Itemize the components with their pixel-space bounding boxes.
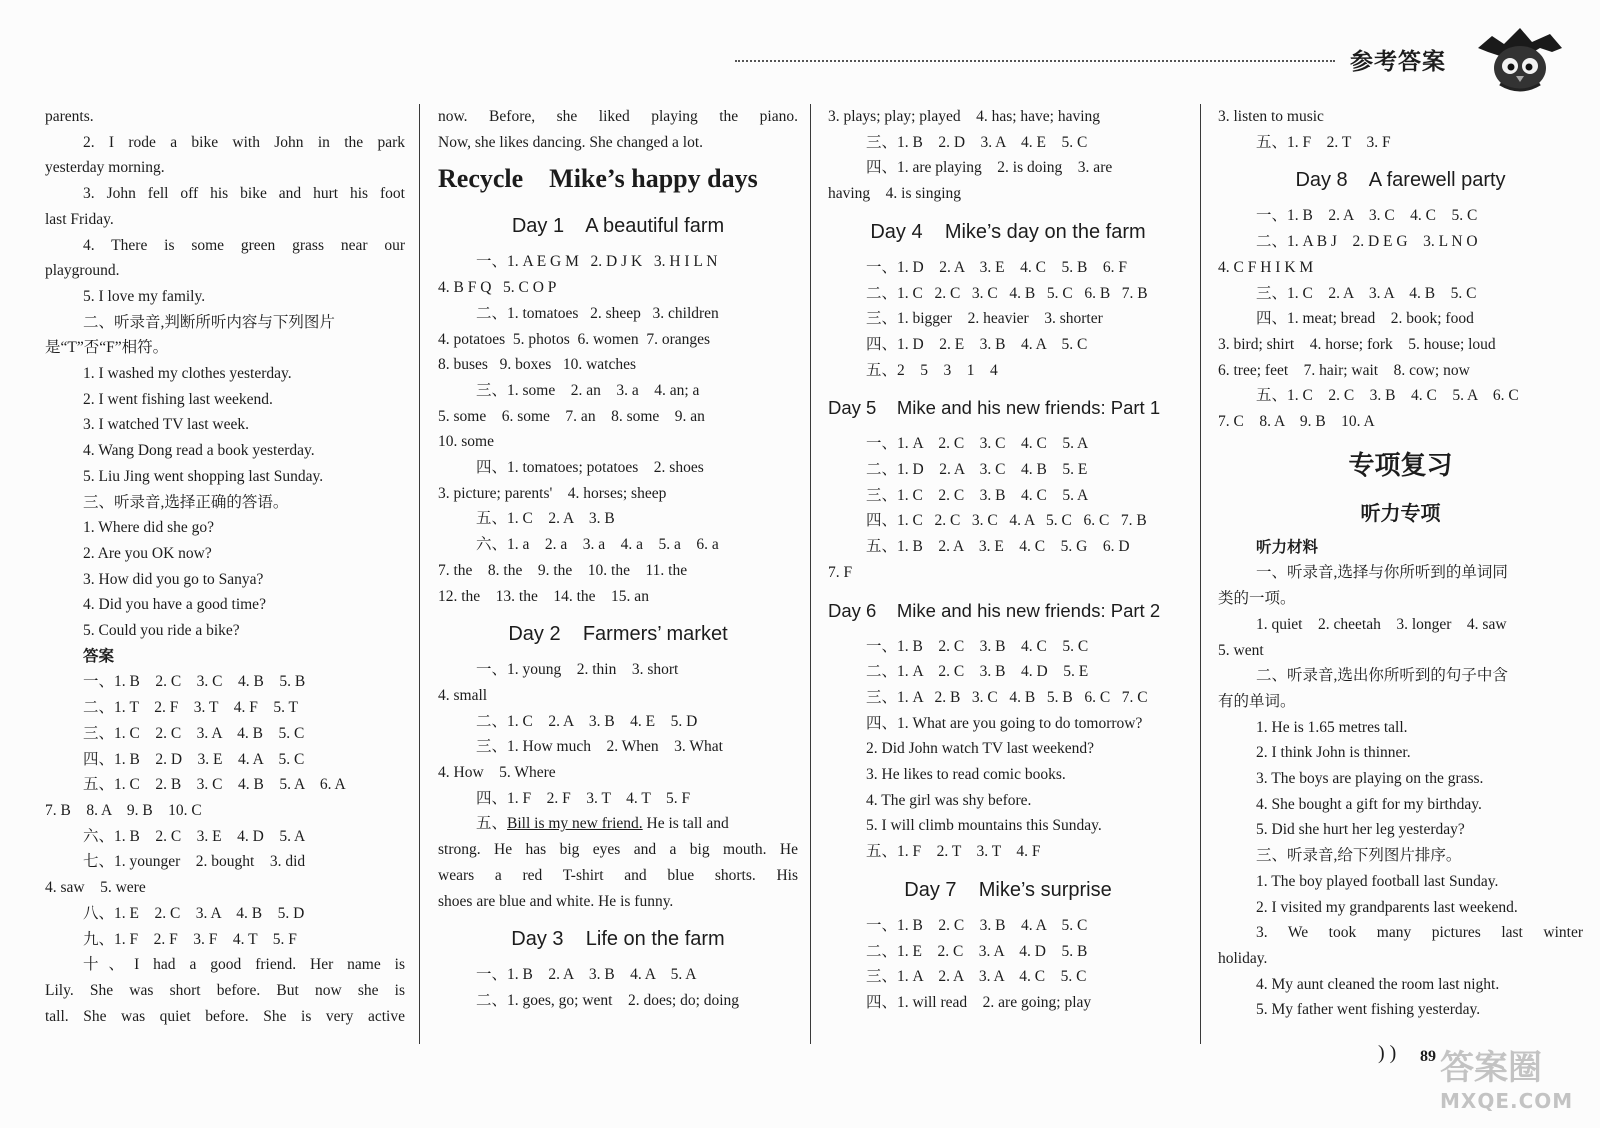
text-line: 3. John fell off his bike and hurt his foot bbox=[83, 185, 405, 203]
answer-line: 五、1. F 2. T 3. T 4. F bbox=[866, 843, 1041, 861]
day-heading: Day 6 Mike and his new friends: Part 2 bbox=[828, 599, 1161, 621]
text-line: 3. The boys are playing on the grass. bbox=[1256, 770, 1484, 788]
answer-line: 一、1. A E G M 2. D J K 3. H I L N bbox=[476, 253, 718, 271]
column-divider bbox=[810, 104, 811, 1044]
section-heading: 二、听录音,判断所听内容与下列图片 bbox=[83, 313, 335, 331]
answer-line: 十、I had a good friend. Her name is bbox=[83, 956, 405, 974]
text-line: 1. I washed my clothes yesterday. bbox=[83, 365, 292, 383]
answer-line: 二、1. C 2. C 3. C 4. B 5. C 6. B 7. B bbox=[866, 284, 1148, 302]
answer-column-2 bbox=[438, 104, 798, 1014]
answer-line: 4. C F H I K M bbox=[1218, 258, 1314, 276]
answer-line: 3. picture; parents' 4. horses; sheep bbox=[438, 484, 667, 502]
owl-mascot-icon bbox=[1470, 18, 1570, 96]
unit-title: Recycle Mike’s happy days bbox=[438, 164, 758, 194]
text-line: 是“T”否“F”相符。 bbox=[45, 339, 169, 357]
answer-line: 3. He likes to read comic books. bbox=[866, 766, 1066, 784]
answer-line: 一、1. B 2. C 3. B 4. A 5. C bbox=[866, 916, 1088, 934]
answer-line: 10. some bbox=[438, 433, 494, 451]
answer-line: 二、1. D 2. A 3. C 4. B 5. E bbox=[866, 461, 1088, 479]
answers-heading: 答案 bbox=[83, 647, 115, 665]
answer-line: 三、1. some 2. an 3. a 4. an; a bbox=[476, 381, 700, 399]
answer-line: 一、1. B 2. A 3. C 4. C 5. C bbox=[1256, 207, 1478, 225]
answer-line: 三、1. C 2. C 3. A 4. B 5. C bbox=[83, 724, 305, 742]
text-line: now. Before, she liked playing the piano. bbox=[438, 108, 798, 125]
answer-line: 五、1. C 2. C 3. B 4. C 5. A 6. C bbox=[1256, 387, 1519, 405]
answer-line: 五、1. C 2. A 3. B bbox=[476, 510, 615, 528]
day-heading: Day 5 Mike and his new friends: Part 1 bbox=[828, 397, 1161, 419]
answer-line: 四、1. tomatoes; potatoes 2. shoes bbox=[476, 459, 704, 477]
page-header-title: 参考答案 bbox=[1350, 49, 1446, 75]
text-line: 5. Could you ride a bike? bbox=[83, 622, 240, 640]
watermark-logo bbox=[1440, 1040, 1580, 1118]
text-line: 1. The boy played football last Sunday. bbox=[1256, 872, 1499, 890]
text-line: 5. Did she hurt her leg yesterday? bbox=[1256, 821, 1465, 839]
answer-line: 一、1. young 2. thin 3. short bbox=[476, 661, 679, 679]
answer-line: 一、1. B 2. A 3. B 4. A 5. A bbox=[476, 966, 697, 984]
text-line: 1. He is 1.65 metres tall. bbox=[1256, 718, 1408, 736]
day-heading: Day 1 A beautiful farm bbox=[511, 215, 725, 238]
text-line: 2. I visited my grandparents last weekend. bbox=[1256, 898, 1518, 916]
answer-number: 五、 bbox=[476, 815, 508, 833]
answer-column-3 bbox=[828, 104, 1188, 1016]
page-decoration: ) ) bbox=[1378, 1042, 1397, 1064]
answer-line: 3. bird; shirt 4. horse; fork 5. house; loud bbox=[1218, 335, 1496, 353]
answer-line: 三、1. B 2. D 3. A 4. E 5. C bbox=[866, 133, 1088, 151]
answer-line: 8. buses 9. boxes 10. watches bbox=[438, 356, 637, 374]
text-line: Now, she likes dancing. She changed a lot. bbox=[438, 133, 704, 151]
materials-heading: 听力材料 bbox=[1256, 538, 1319, 556]
answer-line: 四、1. What are you going to do tomorrow? bbox=[866, 714, 1143, 732]
column-divider bbox=[419, 104, 420, 1044]
text-line: 4. She bought a gift for my birthday. bbox=[1256, 795, 1482, 813]
answer-line: shoes are blue and white. He is funny. bbox=[438, 892, 674, 910]
answer-line: 四、1. B 2. D 3. E 4. A 5. C bbox=[83, 750, 305, 768]
answer-line: 七、1. younger 2. bought 3. did bbox=[83, 853, 306, 871]
section-heading: 三、听录音,选择正确的答语。 bbox=[83, 493, 289, 511]
answer-line: 五、1. F 2. T 3. F bbox=[1256, 133, 1391, 151]
text-line: 5. went bbox=[1218, 641, 1264, 659]
underlined-sentence: Bill is my new friend. bbox=[507, 815, 643, 833]
day-heading: Day 3 Life on the farm bbox=[511, 928, 725, 951]
text-line: 3. How did you go to Sanya? bbox=[83, 570, 264, 588]
day-heading: Day 4 Mike’s day on the farm bbox=[870, 220, 1146, 243]
answer-line: 六、1. a 2. a 3. a 4. a 5. a 6. a bbox=[476, 536, 719, 554]
day-heading: Day 7 Mike’s surprise bbox=[904, 878, 1112, 901]
answer-line: 二、1. E 2. C 3. A 4. D 5. B bbox=[866, 942, 1088, 960]
answer-line: 二、1. A B J 2. D E G 3. L N O bbox=[1256, 233, 1478, 251]
answer-line: 一、1. B 2. C 3. B 4. C 5. C bbox=[866, 637, 1089, 655]
text-line: holiday. bbox=[1218, 949, 1268, 967]
answer-line: 3. listen to music bbox=[1218, 108, 1324, 125]
answer-line: 四、1. C 2. C 3. C 4. A 5. C 6. C 7. B bbox=[866, 512, 1147, 530]
answer-line: 一、1. D 2. A 3. E 4. C 5. B 6. F bbox=[866, 258, 1127, 276]
text-line: playground. bbox=[45, 262, 120, 280]
answer-line: 5. I will climb mountains this Sunday. bbox=[866, 817, 1102, 835]
answer-line: having 4. is singing bbox=[828, 185, 962, 203]
answer-line: wears a red T-shirt and blue shorts. His bbox=[438, 866, 798, 884]
answer-line: 6. tree; feet 7. hair; wait 8. cow; now bbox=[1218, 361, 1470, 379]
answer-line: 4. small bbox=[438, 686, 488, 704]
text-line: 有的单词。 bbox=[1218, 692, 1296, 710]
answer-line: strong. He has big eyes and a big mouth. He bbox=[438, 841, 798, 859]
answer-line: 六、1. B 2. C 3. E 4. D 5. A bbox=[83, 827, 306, 845]
text-line: 4. Wang Dong read a book yesterday. bbox=[83, 442, 315, 460]
answer-line: 4. The girl was shy before. bbox=[866, 791, 1032, 809]
page-number: 89 bbox=[1420, 1048, 1436, 1065]
answer-line: 三、1. How much 2. When 3. What bbox=[476, 738, 723, 756]
answer-line: 一、1. B 2. C 3. C 4. B 5. B bbox=[83, 673, 306, 691]
answer-line: 四、1. D 2. E 3. B 4. A 5. C bbox=[866, 335, 1088, 353]
text-line: 3. We took many pictures last winter bbox=[1256, 924, 1583, 942]
watermark-bottom: MXQE.COM bbox=[1440, 1089, 1574, 1113]
answer-line: 八、1. E 2. C 3. A 4. B 5. D bbox=[83, 904, 305, 922]
text-line: last Friday. bbox=[45, 210, 114, 228]
text-line: 2. I rode a bike with John in the park bbox=[83, 133, 405, 151]
answer-line: 12. the 13. the 14. the 15. an bbox=[438, 587, 649, 605]
answer-line: 二、1. tomatoes 2. sheep 3. children bbox=[476, 304, 719, 322]
watermark-top: 答案圈 bbox=[1440, 1048, 1542, 1088]
day-heading: Day 2 Farmers’ market bbox=[508, 623, 728, 646]
text-line: 5. My father went fishing yesterday. bbox=[1256, 1001, 1481, 1019]
answer-line: 三、1. C 2. C 3. B 4. C 5. A bbox=[866, 486, 1089, 504]
text-line: 4. Did you have a good time? bbox=[83, 596, 266, 614]
text-line: 4. My aunt cleaned the room last night. bbox=[1256, 975, 1500, 993]
section-heading: 三、听录音,给下列图片排序。 bbox=[1256, 847, 1462, 865]
answer-line: 三、1. A 2. A 3. A 4. C 5. C bbox=[866, 968, 1087, 986]
answer-line: 二、1. T 2. F 3. T 4. F 5. T bbox=[83, 699, 299, 717]
answer-line: 7. F bbox=[828, 563, 853, 581]
answer-line: 四、1. will read 2. are going; play bbox=[866, 993, 1092, 1011]
answer-line: 五、1. B 2. A 3. E 4. C 5. G 6. D bbox=[866, 538, 1130, 556]
text-line: 1. Where did she go? bbox=[83, 519, 214, 537]
column-divider bbox=[1200, 104, 1201, 1044]
answer-line: 二、1. C 2. A 3. B 4. E 5. D bbox=[476, 712, 698, 730]
answer-line: 三、1. bigger 2. heavier 3. shorter bbox=[866, 310, 1103, 328]
text-line: 4. There is some green grass near our bbox=[83, 236, 405, 254]
answer-line: 四、1. meat; bread 2. book; food bbox=[1256, 310, 1474, 328]
answer-line: 五、2 5 3 1 4 bbox=[866, 361, 998, 379]
answer-line: 7. the 8. the 9. the 10. the 11. the bbox=[438, 561, 688, 579]
answer-column-4 bbox=[1218, 104, 1583, 1023]
subsection-title: 听力专项 bbox=[1360, 500, 1441, 525]
answer-line: 二、1. goes, go; went 2. does; do; doing bbox=[476, 991, 740, 1009]
answer-column-1 bbox=[45, 104, 405, 1029]
answer-line: 四、1. are playing 2. is doing 3. are bbox=[866, 159, 1113, 177]
answer-line: Lily. She was short before. But now she is bbox=[45, 981, 405, 999]
text-line: 类的一项。 bbox=[1218, 590, 1296, 608]
answer-line: 九、1. F 2. F 3. F 4. T 5. F bbox=[83, 930, 297, 948]
text-line: 5. Liu Jing went shopping last Sunday. bbox=[83, 467, 324, 485]
answer-line: 3. plays; play; played 4. has; have; having bbox=[828, 108, 1101, 125]
answer-line: 二、1. A 2. C 3. B 4. D 5. E bbox=[866, 663, 1089, 681]
answer-line: 7. B 8. A 9. B 10. C bbox=[45, 801, 202, 819]
answer-line: 五、1. C 2. B 3. C 4. B 5. A 6. A bbox=[83, 776, 346, 794]
answer-line: 5. some 6. some 7. an 8. some 9. an bbox=[438, 407, 705, 425]
answer-line: 2. Did John watch TV last weekend? bbox=[866, 740, 1095, 758]
text-line: 2. Are you OK now? bbox=[83, 544, 212, 562]
answer-text: He is tall and bbox=[642, 815, 729, 833]
answer-line: 一、1. A 2. C 3. C 4. C 5. A bbox=[866, 435, 1089, 453]
answer-line: 四、1. F 2. F 3. T 4. T 5. F bbox=[476, 789, 691, 807]
answer-line: 4. saw 5. were bbox=[45, 879, 146, 897]
answer-line: tall. She was quiet before. She is very active bbox=[45, 1007, 405, 1025]
answer-line: 三、1. A 2. B 3. C 4. B 5. B 6. C 7. C bbox=[866, 688, 1148, 706]
text-line: yesterday morning. bbox=[45, 159, 165, 177]
section-heading: 二、听录音,选出你所听到的句子中含 bbox=[1256, 667, 1508, 685]
answer-line: 4. How 5. Where bbox=[438, 764, 556, 782]
header-rule bbox=[735, 60, 1335, 62]
text-line: 2. I think John is thinner. bbox=[1256, 744, 1411, 762]
text-line: 5. I love my family. bbox=[83, 287, 206, 305]
answer-line bbox=[438, 811, 798, 837]
answer-line: 三、1. C 2. A 3. A 4. B 5. C bbox=[1256, 284, 1477, 302]
answer-line: 4. potatoes 5. photos 6. women 7. oranges bbox=[438, 330, 711, 348]
answer-line: 7. C 8. A 9. B 10. A bbox=[1218, 413, 1375, 431]
answer-line: 4. B F Q 5. C O P bbox=[438, 279, 557, 297]
text-line: parents. bbox=[45, 108, 94, 125]
text-line: 2. I went fishing last weekend. bbox=[83, 390, 273, 408]
section-title: 专项复习 bbox=[1348, 450, 1453, 481]
text-line: 3. I watched TV last week. bbox=[83, 416, 250, 434]
text-line: 1. quiet 2. cheetah 3. longer 4. saw bbox=[1256, 615, 1507, 633]
section-heading: 一、听录音,选择与你所听到的单词同 bbox=[1256, 564, 1508, 582]
day-heading: Day 8 A farewell party bbox=[1295, 169, 1506, 192]
